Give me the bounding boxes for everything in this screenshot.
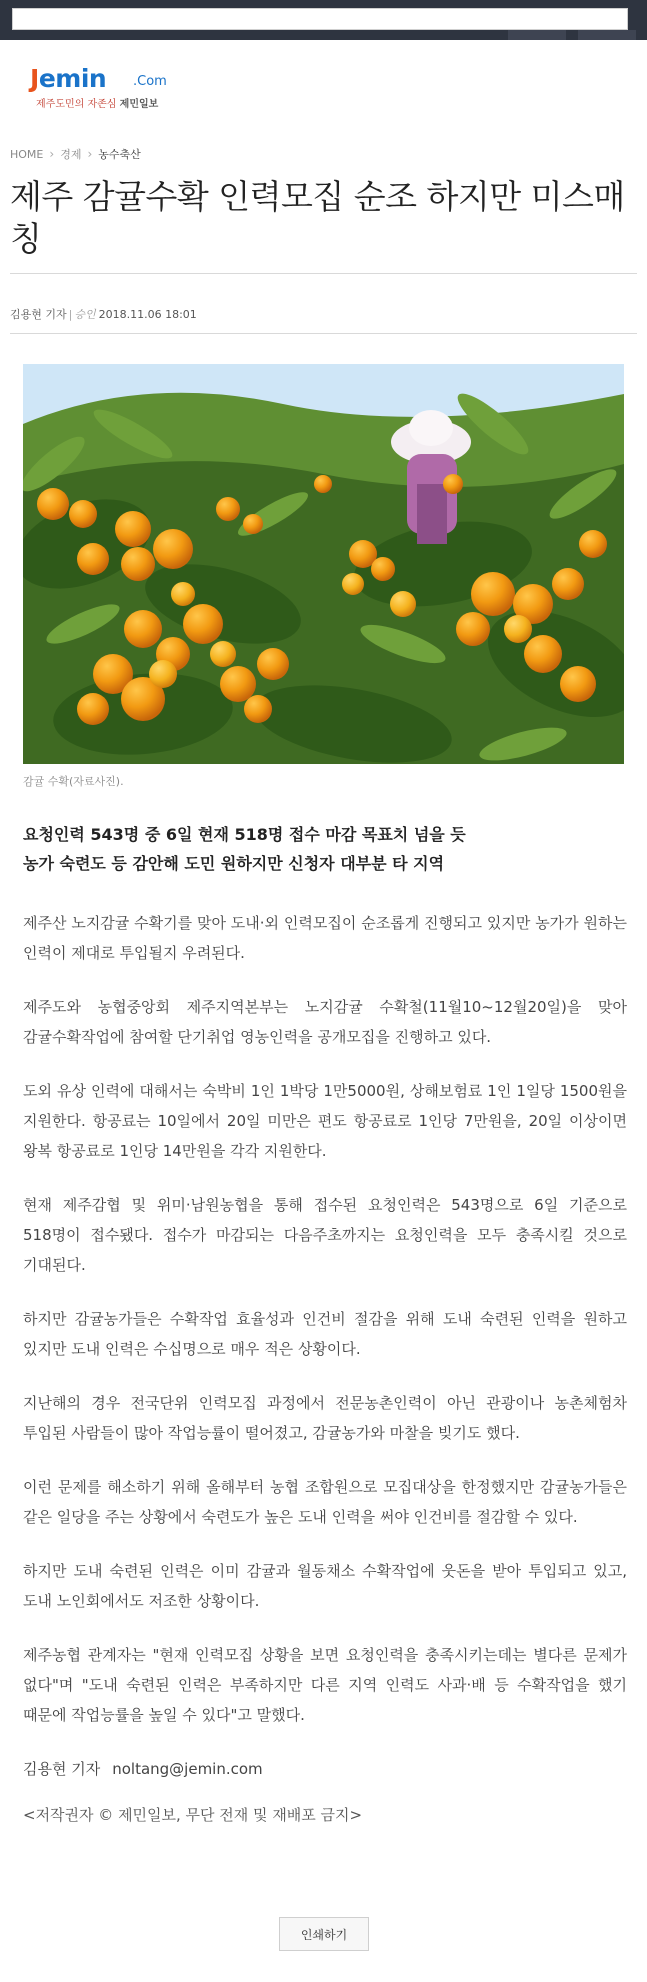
reporter-name: 김용현 기자: [23, 1760, 101, 1778]
article-paragraph: 현재 제주감협 및 위미·남원농협을 통해 접수된 요청인력은 543명으로 6일 기준으로 518명이 접수됐다. 접수가 마감되는 다음주초까지는 요청인력을 모두 충족시킬 것으로 기대된다.: [23, 1196, 627, 1274]
subhead-line: 요청인력 543명 중 6일 현재 518명 접수 마감 목표치 넘을 듯: [23, 825, 466, 844]
top-bar: [0, 0, 647, 40]
site-logo[interactable]: [30, 64, 230, 114]
article-paragraph: 도외 유상 인력에 대해서는 숙박비 1인 1박당 1만5000원, 상해보험료 1인 1일당 1500원을 지원한다. 항공료는 10일에서 20일 미만은 편도 항공료로 1인당 7만원을, 20일 이상이면 왕복 항공료로 1인당 14만원을 각각 지원한다.: [23, 1082, 627, 1160]
search-input[interactable]: [12, 8, 628, 30]
byline-separator: |: [68, 308, 73, 321]
approved-label: 승인: [74, 308, 96, 321]
subhead-line: 농가 숙련도 등 감안해 도민 원하지만 신청자 대부분 타 지역: [23, 854, 445, 873]
logo-suffix: .Com: [133, 74, 167, 89]
breadcrumb-subsection[interactable]: 농수축산: [98, 148, 141, 161]
article-title: 제주 감귤수확 인력모집 순조 하지만 미스매칭: [10, 177, 625, 258]
article-paragraph: 하지만 도내 숙련된 인력은 이미 감귤과 월동채소 수확작업에 웃돈을 받아 투입되고 있고, 도내 노인회에서도 저조한 상황이다.: [23, 1562, 627, 1610]
citrus-harvest-image: [23, 364, 624, 764]
chevron-right-icon: ›: [87, 147, 93, 161]
copyright-notice: <저작권자 © 제민일보, 무단 전재 및 재배포 금지>: [23, 1806, 363, 1824]
article-subhead: [23, 820, 623, 878]
author-name[interactable]: 김용현 기자: [10, 308, 67, 321]
reporter-info: [23, 1754, 627, 1784]
print-button[interactable]: 인쇄하기: [279, 1917, 369, 1951]
top-menu-tab[interactable]: [578, 30, 636, 40]
logo-tagline: 제주도민의 자존심 제민일보: [36, 99, 159, 110]
breadcrumb: [10, 146, 141, 162]
divider: [10, 273, 637, 274]
photo-caption: 감귤 수확(자료사진).: [23, 775, 124, 788]
chevron-right-icon: ›: [49, 147, 55, 161]
article-byline: [10, 306, 197, 322]
article-paragraph: 제주도와 농협중앙회 제주지역본부는 노지감귤 수확철(11월10~12월20일)을 맞아 감귤수확작업에 참여할 단기취업 영농인력을 공개모집을 진행하고 있다.: [23, 998, 627, 1046]
article-paragraph: 이런 문제를 해소하기 위해 올해부터 농협 조합원으로 모집대상을 한정했지만 감귤농가들은 같은 일당을 주는 상황에서 숙련도가 높은 도내 인력을 써야 인건비를 절감할 수 있다.: [23, 1478, 627, 1526]
logo-wordmark: Jemin: [30, 64, 107, 93]
article-paragraph: 제주농협 관계자는 "현재 인력모집 상황을 보면 요청인력을 충족시키는데는 별다른 문제가 없다"며 "도내 숙련된 인력은 부족하지만 다른 지역 인력도 사과·배 등 수확작업을 했기 때문에 작업능률을 높일 수 있다"고 말했다.: [23, 1646, 627, 1724]
divider: [10, 333, 637, 334]
article-paragraph: 하지만 감귤농가들은 수확작업 효율성과 인건비 절감을 위해 도내 숙련된 인력을 원하고 있지만 도내 인력은 수십명으로 매우 적은 상황이다.: [23, 1310, 627, 1358]
breadcrumb-section[interactable]: 경제: [60, 148, 82, 161]
article-paragraph: 제주산 노지감귤 수확기를 맞아 도내·외 인력모집이 순조롭게 진행되고 있지만 농가가 원하는 인력이 제대로 투입될지 우려된다.: [23, 914, 627, 962]
publish-datetime: 2018.11.06 18:01: [98, 308, 197, 321]
article-photo[interactable]: [23, 364, 624, 764]
article-paragraph: 지난해의 경우 전국단위 인력모집 과정에서 전문농촌인력이 아닌 관광이나 농촌체험차 투입된 사람들이 많아 작업능률이 떨어졌고, 감귤농가와 마찰을 빚기도 했다.: [23, 1394, 627, 1442]
reporter-email[interactable]: noltang@jemin.com: [112, 1760, 263, 1778]
top-menu-tab[interactable]: [508, 30, 566, 40]
breadcrumb-home[interactable]: HOME: [10, 147, 44, 161]
article-body: [23, 908, 627, 1830]
